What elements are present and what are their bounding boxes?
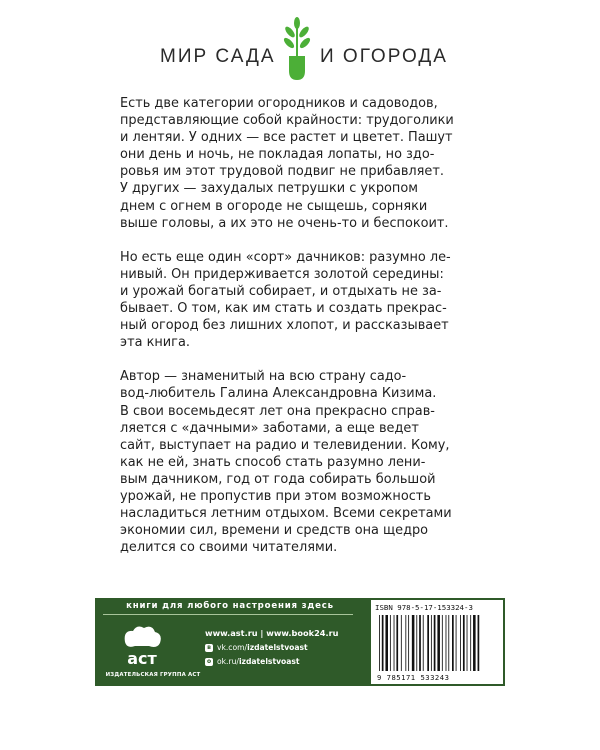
barcode-panel (371, 600, 503, 684)
text-line: и лентяи. У одних — все растет и цветет. Пашут (120, 130, 453, 146)
text-line: ный огород без лишних хлопот, и рассказывает (120, 318, 449, 334)
vk-prefix: vk.com/ (217, 643, 248, 652)
text-line: В свои восемьдесят лет она прекрасно справ- (120, 403, 435, 419)
text-line: У других — захудалых петрушки с укропом (120, 181, 418, 197)
text-line: бывает. О том, как им стать и создать прекрас- (120, 301, 447, 317)
text-line: Но есть еще один «сорт» дачников: разумно ле- (120, 249, 451, 265)
text-line: делится со своими читателями. (120, 540, 338, 556)
barcode (377, 615, 497, 671)
publisher-name: ИЗДАТЕЛЬСКАЯ ГРУППА АСТ (105, 672, 201, 678)
ok-prefix: ok.ru/ (217, 657, 239, 666)
ok-handle: izdatelstvoast (238, 657, 300, 666)
text-line: вод-любитель Галина Александровна Кизима. (120, 386, 437, 402)
divider (103, 614, 353, 615)
paragraph (120, 249, 485, 352)
series-title-right: И ОГОРОДА (320, 46, 448, 67)
text-line: днем с огнем в огороде не сыщешь, сорняки (120, 198, 428, 214)
text-line: урожай, не пропустив при этом возможность (120, 488, 431, 504)
annotation-text (120, 95, 485, 573)
text-line: эта книга. (120, 335, 190, 351)
text-line: они день и ночь, не покладая лопаты, но здо- (120, 147, 435, 163)
paragraph (120, 368, 485, 556)
ok-link[interactable] (205, 657, 338, 666)
text-line: выше головы, а их это не очень-то и беспокоит. (120, 215, 449, 231)
sprout-spade-icon (280, 16, 314, 82)
text-line: Автор — знаменитый на всю страну садо- (120, 369, 407, 385)
website-links[interactable]: www.ast.ru | www.book24.ru (205, 628, 339, 638)
series-title-left: МИР САДА (160, 46, 276, 67)
text-line: экономии сил, времени и средств она щедро (120, 523, 429, 539)
tagline: книги для любого настроения здесь (126, 601, 334, 611)
publisher-links (205, 628, 338, 666)
barcode-digits: 9 785171 533243 (377, 673, 450, 682)
text-line: как не ей, знать способ стать разумно лени- (120, 454, 426, 470)
vk-handle: izdatelstvoast (247, 643, 308, 652)
text-line: Есть две категории огородников и садоводов, (120, 96, 438, 111)
ok-icon: о (206, 657, 212, 665)
text-line: нивый. Он придерживается золотой середины: (120, 266, 444, 282)
publisher-footer (95, 598, 505, 686)
vk-icon: в (205, 644, 213, 652)
text-line: и урожай богатый собирает, и отдыхать не за- (120, 283, 442, 299)
text-line: ровья им этот трудовой подвиг не прибавляет. (120, 164, 444, 180)
ast-logo-text: аст (127, 649, 157, 668)
text-line: представляющие собой крайности: трудоголики (120, 113, 454, 129)
paragraph (120, 95, 485, 232)
text-line: ляется с «дачными» заботами, а еще ведет (120, 420, 419, 436)
series-header (0, 14, 600, 84)
text-line: насладиться летним отдыхом. Всеми секретами (120, 506, 452, 522)
text-line: вым дачником, год от года собирать большой (120, 471, 436, 487)
isbn: ISBN 978-5-17-153324-3 (375, 603, 473, 612)
text-line: сайт, выступает на радио и телевидении. Кому, (120, 437, 450, 453)
ast-logo (117, 622, 167, 668)
vk-link[interactable] (205, 643, 338, 652)
